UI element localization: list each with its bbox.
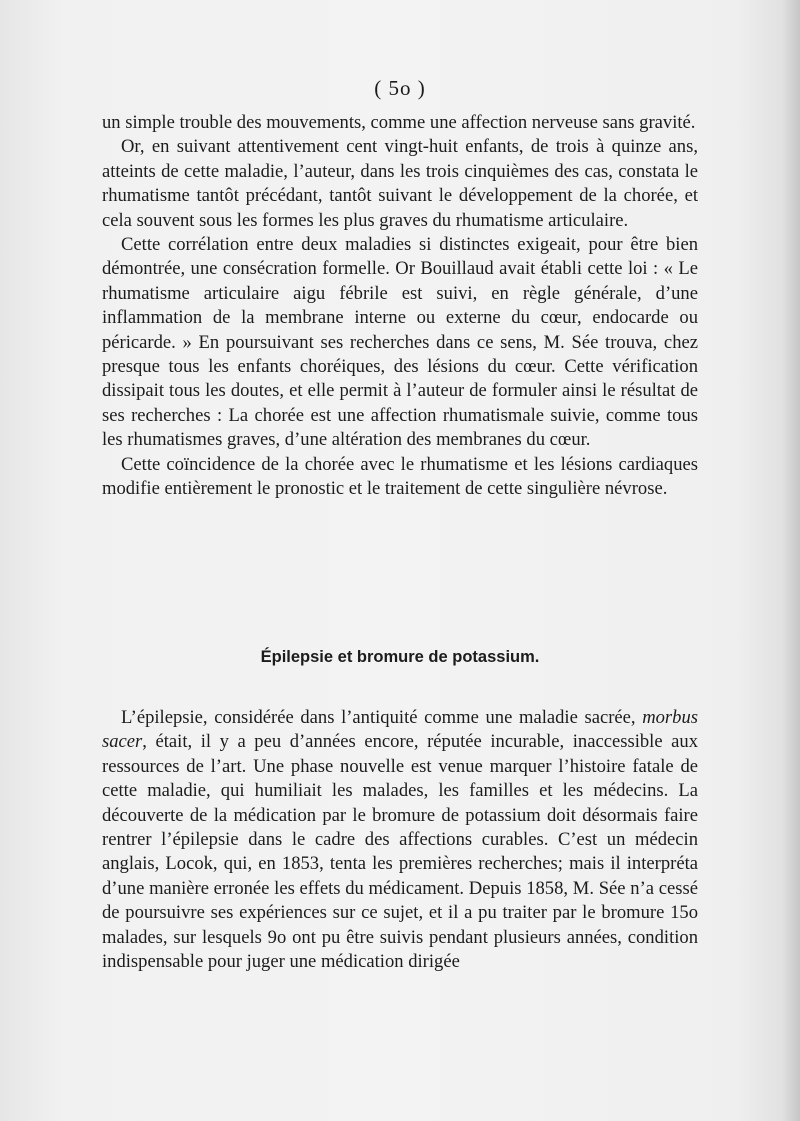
paragraph-correlation: Cette corrélation entre deux maladies si distinctes exigeait, pour être bien démontrée, une consécration formelle. Or Bouillaud avait établi cette loi : « Le rhumatisme articulaire aigu fébrile est suivi, en règle générale, d’une inflammation de la membrane interne ou externe du cœur, endocarde ou péricarde. » En poursuivant ses recherches dans ce sens, M. Sée trouva, chez presque tous les enfants choréiques, des lésions du cœur. Cette vérification dissipait tous les doutes, et elle permit à l’auteur de formuler ainsi le résultat de ses recherches : La chorée est une affection rhumatismale suivie, comme tous les rhumatismes graves, d’une altération des membranes du cœur. (102, 234, 698, 451)
paragraph-continuation: un simple trouble des mouvements, comme une affection nerveuse sans gravité. (102, 112, 696, 133)
page-edge-shadow (782, 0, 800, 1121)
epilepsy-body: , était, il y a peu d’années encore, réputée incurable, inaccessible aux ressources de l’art. Une phase nouvelle est venue marquer l’histoire fatale de cette maladie, qui humiliait les malades, les familles et les médecins. La découverte de la médication par le bromure de potassium doit désormais faire rentrer l’épilepsie dans le cadre des affections curables. C’est un médecin anglais, Locok, qui, en 1853, tenta les premières recherches; mais il interpréta d’une manière erronée les effets du médicament. Depuis 1858, M. Sée n’a cessé de poursuivre ses expériences sur ce sujet, et il a pu traiter par le bromure 15o malades, sur lesquels 9o ont pu être suivis pendant plusieurs années, condition indispensable pour juger une médication dirigée (102, 731, 698, 973)
italic-term: morbus sacer (102, 707, 698, 753)
paragraph-epilepsy (102, 706, 698, 974)
section-heading: Épilepsie et bromure de potassium. (260, 648, 540, 666)
text-section-chorea (102, 111, 698, 502)
text-section-epilepsy (102, 706, 698, 974)
paragraph-observation: Or, en suivant attentivement cent vingt-huit enfants, de trois à quinze ans, atteints de cette maladie, l’auteur, dans les trois cinquièmes des cas, constata le rhumatisme tantôt précédant, tantôt suivant le développement de la chorée, et cela souvent sous les formes les plus graves du rhumatisme articulaire. (102, 136, 698, 231)
page-number: ( 5o ) (374, 76, 426, 100)
epilepsy-intro: L’épilepsie, considérée dans l’antiquité comme une maladie sacrée, (121, 707, 636, 728)
paragraph-conclusion: Cette coïncidence de la chorée avec le rhumatisme et les lésions cardiaques modifie entièrement le pronostic et le traitement de cette singulière névrose. (102, 453, 698, 500)
